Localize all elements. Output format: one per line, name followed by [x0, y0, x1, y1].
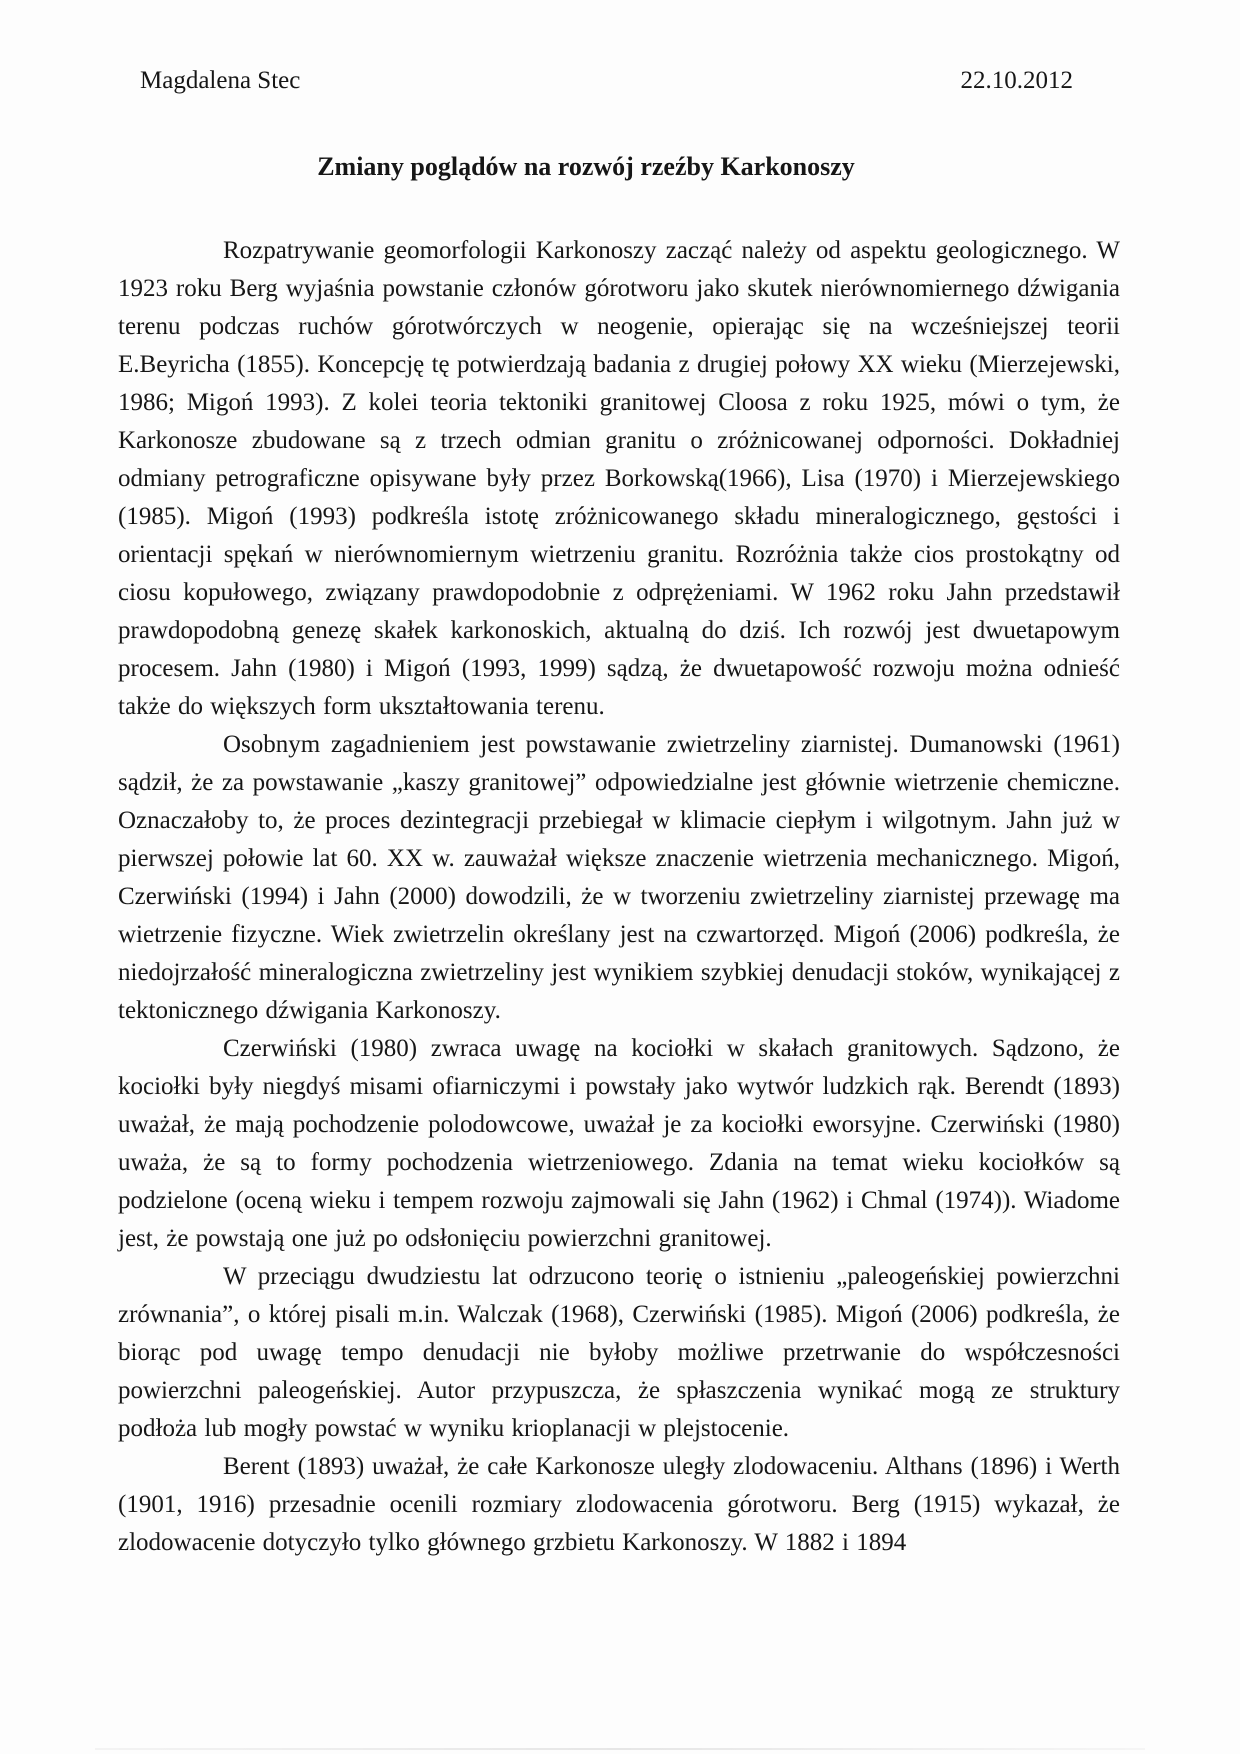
author-name: Magdalena Stec — [140, 67, 301, 94]
document-header — [140, 66, 1073, 96]
paragraph-paleogene-surface: W przeciągu dwudziestu lat odrzucono teorię o istnieniu „paleogeńskiej powierzchni zrównania”, o której pisali m.in. Walczak (1968), Czerwiński (1985). Migoń (2006) podkreśla, że biorąc pod uwagę tempo denudacji nie byłoby możliwe przetrwanie do współczesności powierzchni paleogeńskiej. Autor przypuszcza, że spłaszczenia wynikać mogą ze struktury podłoża lub mogły powstać w wyniku krioplanacji w plejstocenie. — [118, 1263, 1120, 1442]
paragraph-grus-weathering: Osobnym zagadnieniem jest powstawanie zwietrzeliny ziarnistej. Dumanowski (1961) sądził, że za powstawanie „kaszy granitowej” odpowiedzialne jest głównie wietrzenie chemiczne. Oznaczałoby to, że proces dezintegracji przebiegał w klimacie ciepłym i wilgotnym. Jahn już w pierwszej połowie lat 60. XX w. zauważał większe znaczenie wietrzenia mechanicznego. Migoń, Czerwiński (1994) i Jahn (2000) dowodzili, że w tworzeniu zwietrzeliny ziarnistej przewagę ma wietrzenie fizyczne. Wiek zwietrzelin określany jest na czwartorzęd. Migoń (2006) podkreśla, że niedojrzałość mineralogiczna zwietrzeliny jest wynikiem szybkiej denudacji stoków, wynikającej z tektonicznego dźwigania Karkonoszy. — [118, 731, 1120, 1024]
scan-artifact-line — [95, 1748, 1145, 1750]
document-body — [118, 232, 1120, 1562]
paragraph-granite-potholes: Czerwiński (1980) zwraca uwagę na kociołki w skałach granitowych. Sądzono, że kociołki były niegdyś misami ofiarniczymi i powstały jako wytwór ludzkich rąk. Berendt (1893) uważał, że mają pochodzenie polodowcowe, uważał je za kociołki eworsyjne. Czerwiński (1980) uważa, że są to formy pochodzenia wietrzeniowego. Zdania na temat wieku kociołków są podzielone (oceną wieku i tempem rozwoju zajmowali się Jahn (1962) i Chmal (1974)). Wiadome jest, że powstają one już po odsłonięciu powierzchni granitowej. — [118, 1035, 1120, 1252]
document-date: 22.10.2012 — [960, 67, 1073, 94]
paragraph-glaciation: Berent (1893) uważał, że całe Karkonosze uległy zlodowaceniu. Althans (1896) i Werth (1901, 1916) przesadnie ocenili rozmiary zlodowacenia górotworu. Berg (1915) wykazał, że zlodowacenie dotyczyło tylko głównego grzbietu Karkonoszy. W 1882 i 1894 — [118, 1453, 1120, 1556]
document-title: Zmiany poglądów na rozwój rzeźby Karkonoszy — [317, 152, 855, 181]
paragraph-geology-intro: Rozpatrywanie geomorfologii Karkonoszy zacząć należy od aspektu geologicznego. W 1923 roku Berg wyjaśnia powstanie członów górotworu jako skutek nierównomiernego dźwigania terenu podczas ruchów górotwórczych w neogenie, opierając się na wcześniejszej teorii E.Beyricha (1855). Koncepcję tę potwierdzają badania z drugiej połowy XX wieku (Mierzejewski, 1986; Migoń 1993). Z kolei teoria tektoniki granitowej Cloosa z roku 1925, mówi o tym, że Karkonosze zbudowane są z trzech odmian granitu o zróżnicowanej odporności. Dokładniej odmiany petrograficzne opisywane były przez Borkowską(1966), Lisa (1970) i Mierzejewskiego (1985). Migoń (1993) podkreśla istotę zróżnicowanego składu mineralogicznego, gęstości i orientacji spękań w nierównomiernym wietrzeniu granitu. Rozróżnia także cios prostokątny od ciosu kopułowego, związany prawdopodobnie z odprężeniami. W 1962 roku Jahn przedstawił prawdopodobną genezę skałek karkonoskich, aktualną do dziś. Ich rozwój jest dwuetapowym procesem. Jahn (1980) i Migoń (1993, 1999) sądzą, że dwuetapowość rozwoju można odnieść także do większych form ukształtowania terenu. — [118, 237, 1120, 720]
